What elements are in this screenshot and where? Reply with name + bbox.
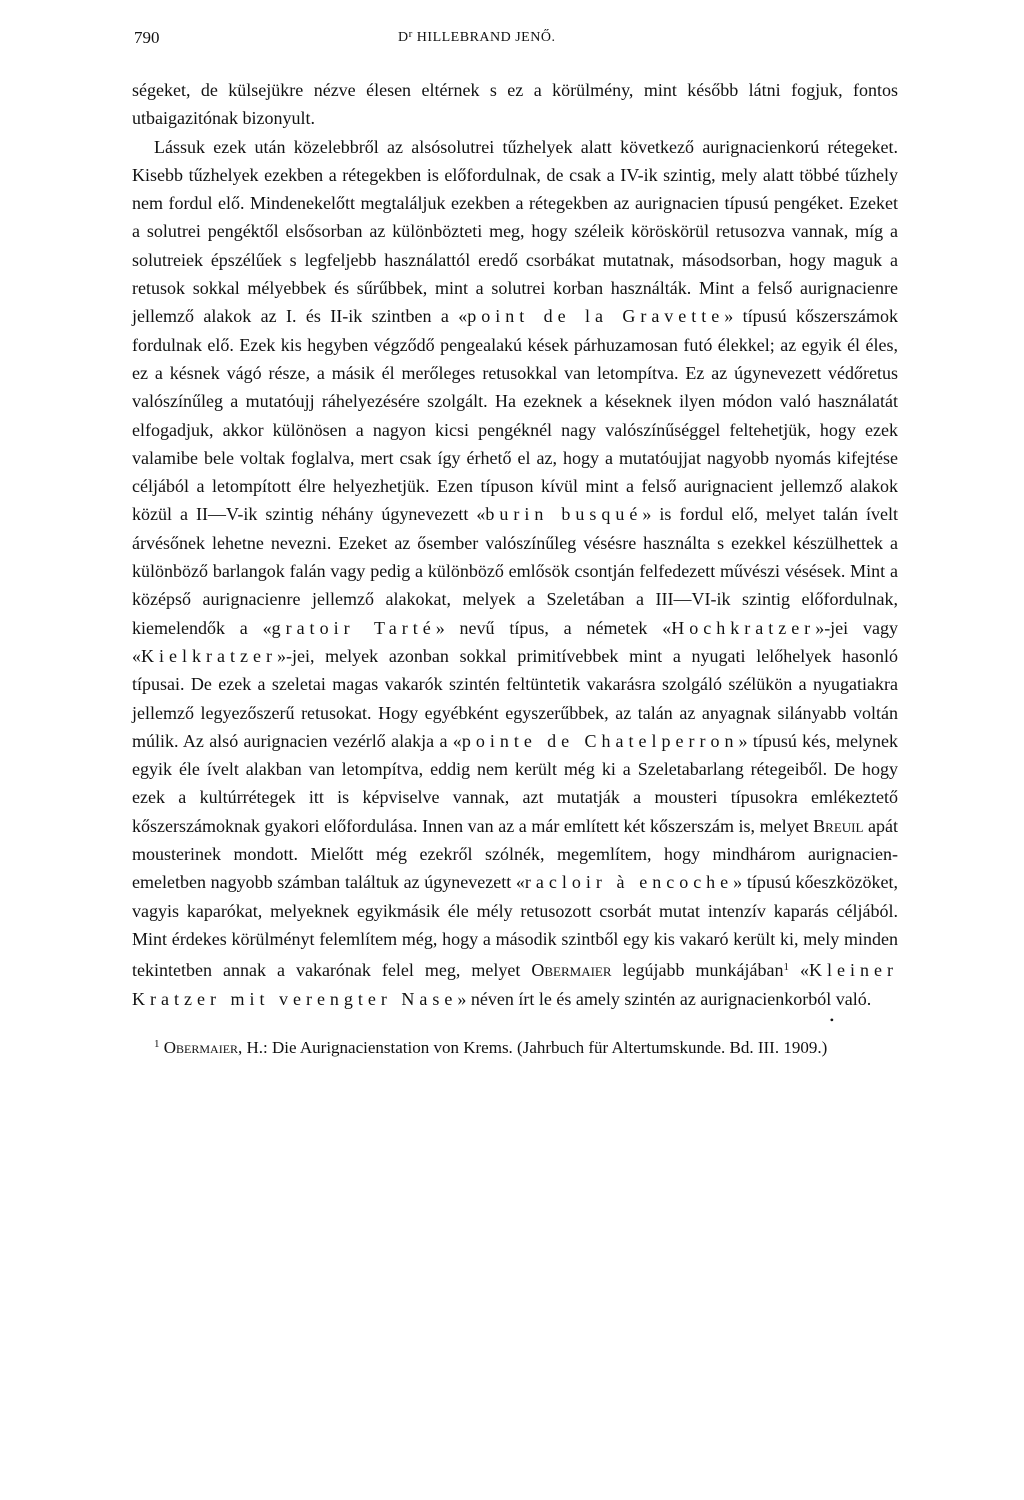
paragraph-main [132, 133, 898, 1013]
page [132, 28, 898, 1061]
body-text [132, 76, 898, 1013]
separator-dot: • [829, 1012, 834, 1027]
text-segment: legújabb munkájában [611, 960, 784, 981]
page-number: 790 [134, 28, 160, 47]
running-head-sup: r [408, 28, 413, 40]
text-segment: » típusú kőeszközöket, vagyis kaparókat, melyeknek egyikmásik éle mély retusozott csorbát mutat intenzív kaparás céljából. Mint érdekes körülményt felemlítem még, hogy a második szintből egy kis vakaró került ki, mely minden tekintetben annak a vakarónak felel meg, melyet [132, 872, 898, 981]
footnote-text: , H.: Die Aurignacienstation von Krems. (Jahrbuch für Altertumskunde. Bd. III. 1909.) [238, 1037, 828, 1057]
spaced-term: Kleiner Kratzer mit verengter Nase [132, 960, 899, 1009]
running-head-name: HILLEBRAND JENŐ. [412, 30, 556, 45]
text-segment: apát mousterinek mondott. Mielőtt még ezekről szólnék, megemlítem, hogy mindhárom aurignacien-emeletben nagyobb számban találtuk az úgynevezett « [132, 815, 899, 893]
text-segment: » néven írt le és amely szintén az aurignacienkorból való. [457, 988, 872, 1009]
spaced-term: Hochkratzer [671, 617, 816, 638]
footnote [132, 1031, 898, 1061]
spaced-term: pointe de Chatelperron [461, 730, 739, 751]
spaced-term: racloir à encoche [524, 872, 734, 893]
running-head-prefix: D [398, 30, 409, 45]
text-segment: »-jei vagy « [132, 617, 898, 666]
spaced-term: burin busqué [485, 504, 643, 525]
paragraph-continuation: ségeket, de külsejükre nézve élesen eltérnek s ez a körülmény, mint később látni fogjuk, fontos utbaigazitónak bizonyult. [132, 80, 898, 129]
text-segment: »-jei, melyek azonban sokkal primitívebbek mint a nyugati lelőhelyek hasonló típusai. De ezek a szeletai magas vakarók szintén feltüntetik vakarásra szolgáló szélükön a nyugatiakra jellemző legyezőszerű retusokat. Hogy egyébként egyszerűbbek, az talán az anyagnak silányabb voltán múlik. Az alsó aurignacien vezérlő alakja a « [132, 645, 898, 751]
author-name: Obermaier [531, 960, 612, 981]
text-segment: » is fordul elő, melyet talán ívelt árvésőnek lehetne nevezni. Ezeket az ősember valószínűleg vésésre használta s ezekkel készülhettek a különböző barlangok falán vagy pedig a különböző emlősök csontján felfedezett művészi vésések. Mint a középső aurignacienre jellemző alakokat, melyek a Szeletában a III—VI-ik szintig előfordulnak, kiemelendők a « [132, 504, 898, 638]
running-head [398, 28, 555, 46]
spaced-term: point de la Gravette [467, 306, 725, 327]
footnote-author: Obermaier [163, 1037, 239, 1057]
spaced-term: Kielkratzer [141, 645, 277, 666]
footnote-marker: 1 [154, 1037, 160, 1050]
text-segment: « [789, 960, 810, 981]
page-header [132, 28, 898, 62]
text-segment: Lássuk ezek után közelebbről az alsósolutrei tűzhelyek alatt következő aurignacienkorú rétegeket. Kisebb tűzhelyek ezekben a rétegekben is előfordulnak, de csak a IV-ik szintig, mely alatt többé tűzhely nem fordul elő. Mindenekelőtt megtaláljuk ezekben a rétegekben az aurignacien típusú pengéket. Ezeket a solutrei pengéktől elsősorban az különbözteti meg, hogy széleik köröskörül retusozva vannak, míg a solutreiek épszélűek s legfeljebb használattól eredő csorbákat mutatnak, másodsorban, hogy maguk a retusok sokkal mélyebbek és sűrűbbek, mint a solutrei korban használták. Mint a felső aurignacienre jellemző alakok az I. és II-ik szintben a « [132, 136, 898, 327]
text-segment: » típusú kőszerszámok fordulnak elő. Ezek kis hegyben végződő pengealakú kések párhuzamosan futó élekkel; az egyik él éles, ez a késnek vágó része, a másik él merőleges retusokkal van letompítva. Ez az úgynevezett védőretus valószínűleg a mutatóujj ráhelyezésére szolgált. Ha ezeknek a késeknek ilyen módon való használatát elfogadjuk, akkor különösen a nagyon kicsi pengéknél nagy valószínűséggel feltehetjük, hogy ezek valamibe bele voltak foglalva, mert csak így érhető el az, hogy a mutatóujjat nagyobb nyomás kifejtése céljából a letompított élre helyezhetjük. Ezen típuson kívül mint a felső aurignacient jellemző alakok közül a II—V-ik szintig néhány úgynevezett « [132, 306, 898, 525]
author-name: Breuil [813, 815, 864, 836]
spaced-term: gratoir Tarté [271, 617, 436, 638]
text-segment: » nevű típus, a németek « [435, 617, 672, 638]
footnote-reference[interactable]: 1 [783, 961, 790, 974]
text-segment: » típusú kés, melynek egyik éle ívelt alakban van letompítva, eddig nem került még ki a Szeletabarlang rétegeiből. De hogy ezek a kultúrrétegek itt is képviselve vannak, azt mutatják a mousteri típusokra emlékeztető kőszerszámoknak gyakori előfordulása. Innen van az a már említett két kőszerszám is, melyet [132, 730, 898, 836]
